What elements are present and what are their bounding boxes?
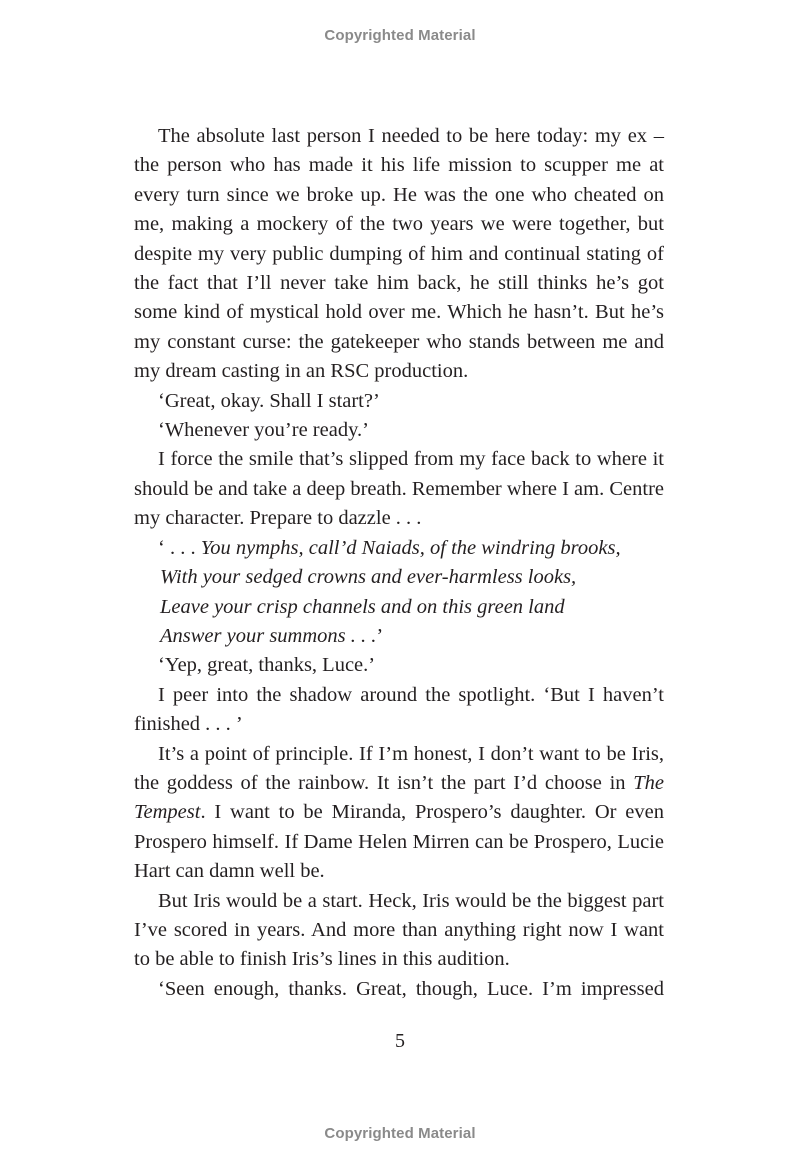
paragraph-3: ‘Whenever you’re ready.’: [158, 419, 369, 442]
paragraph-8: But Iris would be a start. Heck, Iris would be the biggest part I’ve scored in years. And more than anything right now I want to be able to finish Iris’s lines in this audition.: [134, 889, 664, 971]
verse-line-1: [158, 534, 664, 563]
paragraph-2: ‘Great, okay. Shall I start?’: [158, 389, 380, 412]
verse-line-1-text: You nymphs, call’d Naiads, of the windring brooks,: [200, 536, 621, 559]
paragraph-5: ‘Yep, great, thanks, Luce.’: [158, 654, 376, 677]
verse-quote: [134, 534, 664, 652]
paragraph-4: I force the smile that’s slipped from my face back to where it should be and take a deep breath. Remember where I am. Centre my character. Prepare to dazzle . . .: [134, 448, 664, 530]
copyright-watermark-top: Copyrighted Material: [324, 27, 476, 44]
verse-line-4: [158, 622, 664, 651]
paragraph-7: [134, 740, 664, 887]
paragraph-9: ‘Seen enough, thanks. Great, though, Luce. I’m impressed: [158, 977, 664, 1000]
verse-line-2: With your sedged crowns and ever-harmless looks,: [160, 566, 577, 589]
verse-close-quote: ’: [376, 624, 384, 647]
verse-open-quote: ‘ . . .: [158, 536, 201, 559]
book-title-the-tempest: The Tempest: [134, 771, 664, 824]
paragraph-7-part-a: It’s a point of principle. If I’m honest, I don’t want to be Iris, the goddess of the rainbow. It isn’t the part I’d choose in: [134, 742, 664, 794]
paragraph-7-part-b: . I want to be Miranda, Prospero’s daughter. Or even Prospero himself. If Dame Helen Mirren can be Prospero, Lucie Hart can damn well be.: [134, 801, 664, 883]
page-body-text: [134, 122, 664, 1004]
verse-line-4-text: Answer your summons . . .: [160, 624, 377, 647]
paragraph-6: I peer into the shadow around the spotlight. ‘But I haven’t finished . . . ’: [134, 683, 664, 736]
copyright-watermark-bottom: Copyrighted Material: [324, 1125, 476, 1142]
verse-line-3: Leave your crisp channels and on this green land: [160, 595, 565, 618]
page-number: 5: [395, 1030, 405, 1052]
paragraph-1: The absolute last person I needed to be here today: my ex – the person who has made it his life mission to scupper me at every turn since we broke up. He was the one who cheated on me, making a mockery of the two years we were together, but despite my very public dumping of him and continual stating of the fact that I’ll never take him back, he still thinks he’s got some kind of mystical hold over me. Which he hasn’t. But he’s my constant curse: the gatekeeper who stands between me and my dream casting in an RSC production.: [134, 125, 664, 383]
